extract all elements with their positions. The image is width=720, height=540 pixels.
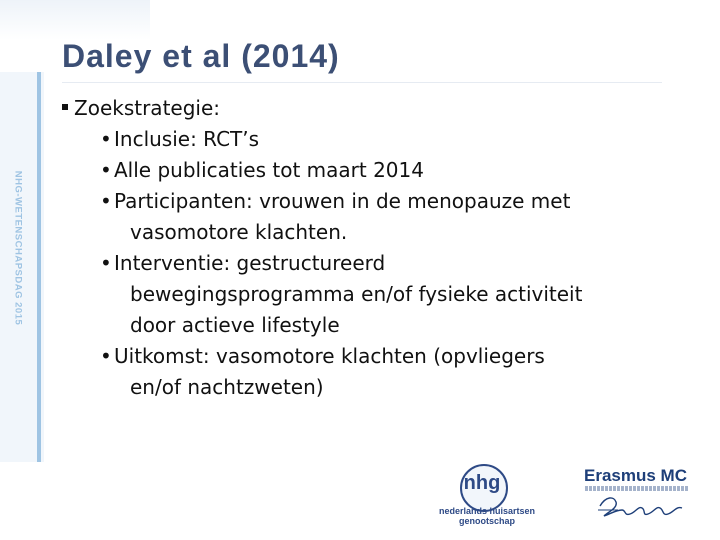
bullet-text-continued: bewegingsprogramma en/of fysieke activiteit [130, 282, 583, 306]
nhg-name-line1: nederlands huisartsen [438, 506, 536, 516]
bullet-dot-icon: • [100, 251, 112, 275]
bullet-dot-icon: • [100, 158, 112, 182]
bullet-dot-icon: • [100, 189, 112, 213]
bullet-text-continued: vasomotore klachten. [130, 220, 348, 244]
bullet-text: Uitkomst: vasomotore klachten (opvliegers [114, 344, 545, 368]
slide-content [62, 93, 702, 403]
bullet-text: Alle publicaties tot maart 2014 [114, 158, 424, 182]
bullet-item [62, 341, 702, 403]
erasmus-subtitle-lines [585, 486, 689, 491]
side-rule [37, 72, 41, 462]
bullet-text: Interventie: gestructureerd [114, 251, 386, 275]
bullet-item [62, 248, 702, 341]
nhg-logo [432, 464, 542, 526]
bullet-text: Participanten: vrouwen in de menopauze met [114, 189, 571, 213]
title-divider [62, 82, 662, 83]
bullet-dot-icon: • [100, 127, 112, 151]
square-bullet-icon [62, 104, 68, 110]
bullet-item [62, 186, 702, 248]
erasmus-wordmark: Erasmus MC [584, 466, 687, 485]
bullet-item [62, 124, 702, 155]
nhg-wordmark: nhg [463, 472, 501, 494]
erasmus-signature-icon [596, 492, 692, 522]
erasmus-mc-logo [584, 466, 694, 526]
nhg-name-line2: genootschap [458, 516, 515, 526]
bullet-text: Inclusie: RCT’s [114, 127, 260, 151]
bullet-text-continued: door actieve lifestyle [130, 313, 340, 337]
bullet-dot-icon: • [100, 344, 112, 368]
sidebar-label: NHG-WETENSCHAPSDAG 2015 [12, 170, 24, 326]
slide-title: Daley et al (2014) [62, 38, 340, 74]
bullet-item [62, 155, 702, 186]
corner-accent [0, 0, 150, 40]
level1-item [62, 93, 702, 124]
bullet-text-continued: en/of nachtzweten) [130, 375, 324, 399]
heading-text: Zoekstrategie: [74, 96, 221, 120]
